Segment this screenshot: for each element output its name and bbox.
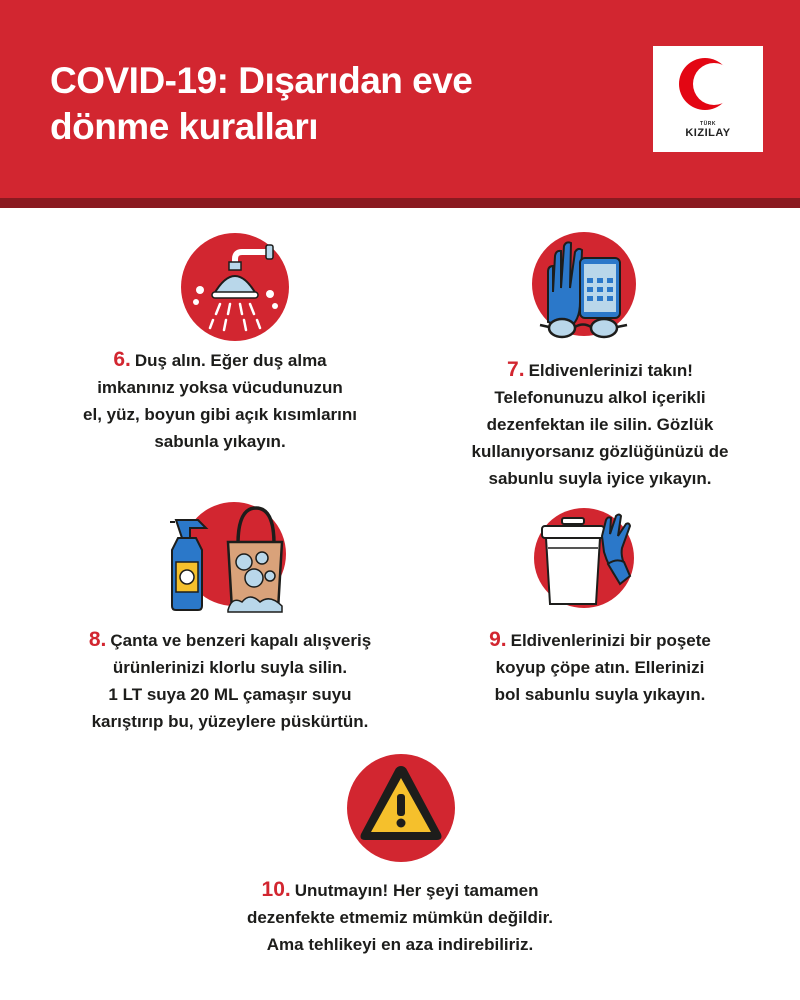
- item-text-line: el, yüz, boyun gibi açık kısımlarını: [83, 405, 357, 424]
- item-text-line: Telefonunuzu alkol içerikli: [494, 388, 706, 407]
- logo-kizilay-text: KIZILAY: [685, 127, 731, 139]
- item-number: 8.: [88, 628, 107, 651]
- item-text-line: Çanta ve benzeri kapalı alışveriş: [110, 631, 372, 650]
- warning-icon: [345, 752, 457, 864]
- kizilay-logo: [653, 46, 763, 152]
- item-number: 7.: [507, 358, 525, 381]
- item-text-line: sabunlu suyla iyice yıkayın.: [488, 469, 712, 488]
- page-title: [50, 58, 610, 150]
- list-item-10: [180, 876, 620, 958]
- item-number: 10.: [261, 878, 291, 901]
- item-text-line: sabunla yıkayın.: [154, 432, 286, 451]
- item-text-line: dezenfekte etmemiz mümkün değildir.: [246, 908, 554, 927]
- item-text-line: imkanınız yoksa vücudunuzun: [97, 378, 343, 397]
- item-text-line: koyup çöpe atın. Ellerinizi: [495, 658, 705, 677]
- logo-turk-text: TÜRK: [700, 121, 716, 127]
- item-text-line: 1 LT suya 20 ML çamaşır suyu: [108, 685, 352, 704]
- item-text-line: kullanıyorsanız gözlüğünüzü de: [471, 442, 729, 461]
- list-item-6: [40, 346, 400, 455]
- gloves-phone-glasses-icon: [528, 232, 640, 344]
- item-number: 9.: [489, 628, 507, 651]
- item-text-line: Ama tehlikeyi en aza indirebiliriz.: [266, 935, 534, 954]
- item-text-line: dezenfektan ile silin. Gözlük: [486, 415, 714, 434]
- list-item-7: [420, 356, 780, 492]
- trash-bin-gloves-icon: [528, 506, 640, 614]
- header-shadow-band: [0, 198, 800, 208]
- shower-icon: [180, 232, 290, 342]
- item-text-line: bol sabunlu suyla yıkayın.: [494, 685, 706, 704]
- item-text-line: Eldivenlerinizi takın!: [528, 361, 693, 380]
- list-item-9: [430, 626, 770, 708]
- title-line-2: dönme kuralları: [50, 106, 319, 147]
- title-line-1: COVID-19: Dışarıdan eve: [50, 60, 473, 101]
- list-item-8: [40, 626, 420, 735]
- item-text-line: Unutmayın! Her şeyi tamamen: [294, 881, 539, 900]
- item-text-line: Duş alın. Eğer duş alma: [134, 351, 327, 370]
- item-text-line: ürünlerinizi klorlu suyla silin.: [112, 658, 348, 677]
- item-text-line: karıştırıp bu, yüzeylere püskürtün.: [91, 712, 369, 731]
- item-text-line: Eldivenlerinizi bir poşete: [510, 631, 711, 650]
- spray-bag-icon: [166, 500, 296, 614]
- item-number: 6.: [113, 348, 131, 371]
